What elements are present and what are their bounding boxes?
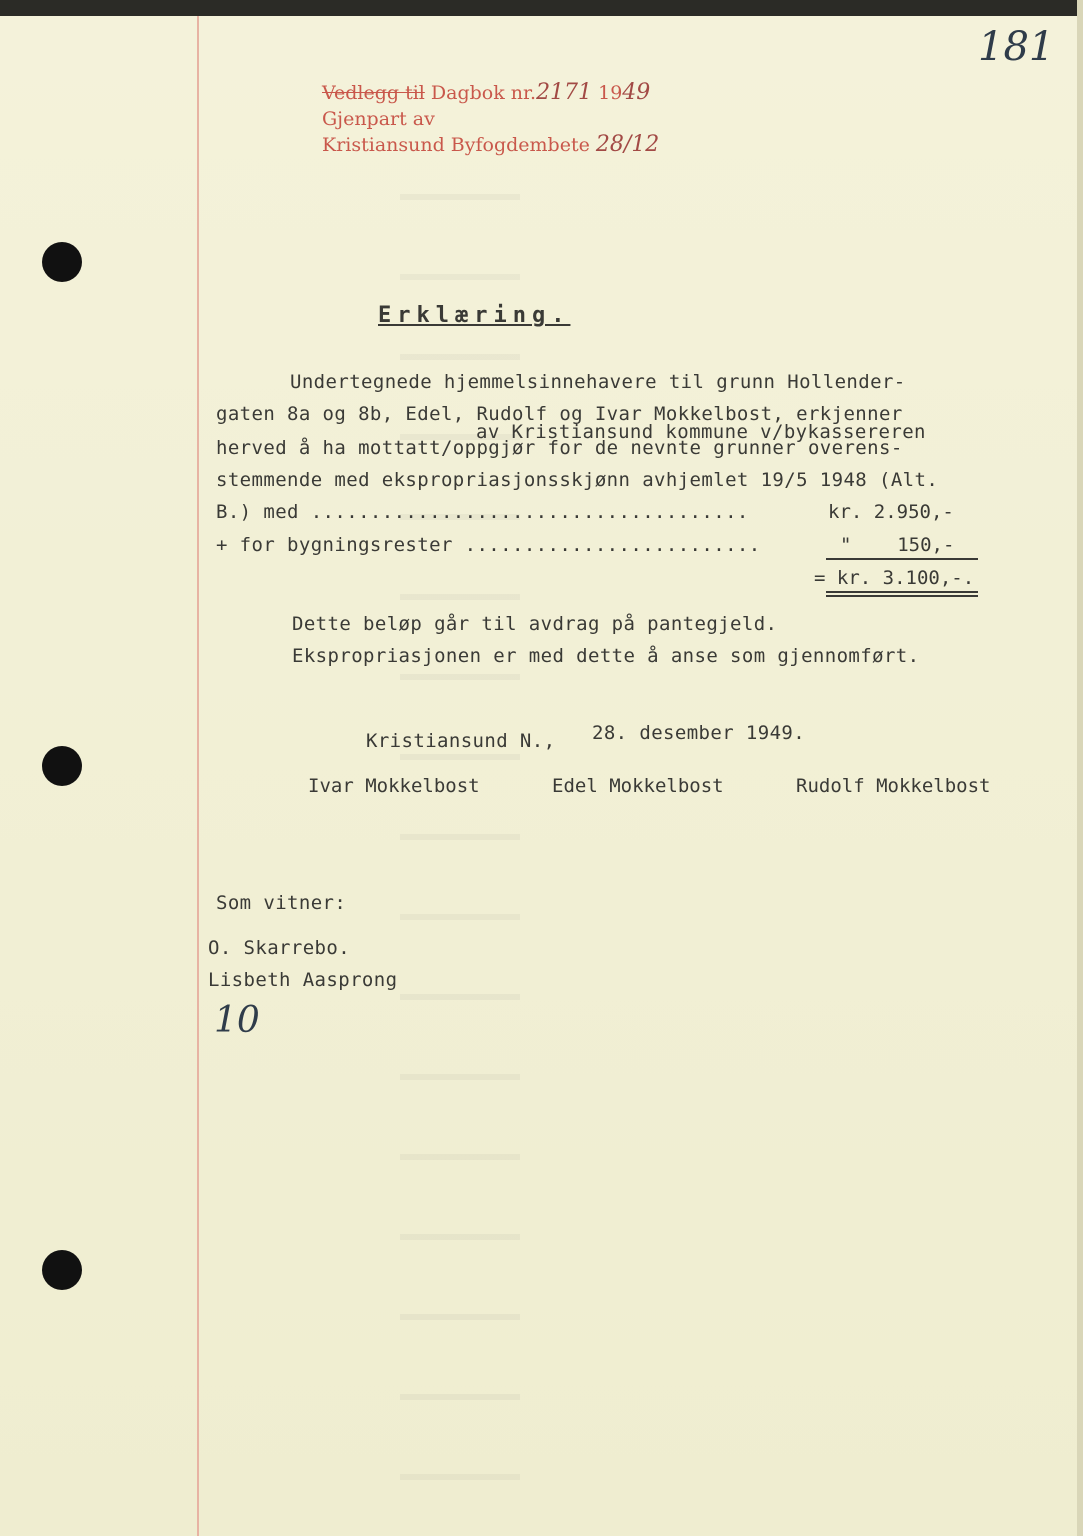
stamp-dagbok-number: 2171 bbox=[536, 80, 593, 105]
body-line-4: stemmende med ekspropriasjonsskjønn avhjemlet 19/5 1948 (Alt. bbox=[216, 469, 939, 491]
stamp-struck-label: Vedlegg til bbox=[322, 82, 425, 104]
amount-expropriation: kr. 2.950,- bbox=[828, 501, 954, 523]
total-underline-1 bbox=[826, 591, 978, 593]
scan-top-edge bbox=[0, 0, 1083, 16]
body-para2-line-2: Ekspropriasjonen er med dette å anse som gjennomført. bbox=[292, 645, 920, 667]
body-line-1: Undertegnede hjemmelsinnehavere til grunn Hollender- bbox=[290, 371, 906, 393]
amount-building-remains: " 150,- bbox=[840, 534, 955, 556]
body-line-6: + for bygningsrester ......................... bbox=[216, 534, 761, 556]
signature-rudolf: Rudolf Mokkelbost bbox=[796, 775, 991, 797]
stamp-dagbok-label: Dagbok nr. bbox=[430, 82, 537, 104]
body-line-3: herved å ha mottatt/oppgjør for de nevnte grunner overens- bbox=[216, 437, 903, 459]
place: Kristiansund N., bbox=[366, 730, 556, 752]
total-underline-2 bbox=[826, 595, 978, 597]
amount-total: = kr. 3.100,-. bbox=[814, 567, 975, 589]
body-line-5: B.) med ..................................... bbox=[216, 501, 749, 523]
witness-2: Lisbeth Aasprong bbox=[208, 969, 398, 991]
handwritten-page-number: 181 bbox=[978, 24, 1055, 70]
sum-underline bbox=[826, 558, 978, 560]
date: 28. desember 1949. bbox=[592, 722, 806, 744]
punch-hole-bottom bbox=[42, 1250, 82, 1290]
punch-hole-middle bbox=[42, 746, 82, 786]
margin-rule bbox=[197, 16, 199, 1536]
handwritten-mark: 10 bbox=[214, 1000, 260, 1041]
scan-right-edge bbox=[1077, 0, 1083, 1536]
body-insert-line: av Kristiansund kommune v/bykassereren bbox=[476, 421, 926, 443]
body-para2-line-1: Dette beløp går til avdrag på pantegjeld. bbox=[292, 613, 778, 635]
stamp-line-2: Gjenpart av bbox=[322, 108, 435, 130]
registry-stamp bbox=[322, 80, 659, 158]
stamp-year-hw: 49 bbox=[622, 80, 651, 105]
signature-ivar: Ivar Mokkelbost bbox=[308, 775, 480, 797]
body-line-2: gaten 8a og 8b, Edel, Rudolf og Ivar Mokkelbost, erkjenner bbox=[216, 403, 903, 425]
stamp-year-prefix: 19 bbox=[598, 82, 623, 104]
stamp-office: Kristiansund Byfogdembete bbox=[322, 134, 590, 156]
punch-hole-top bbox=[42, 242, 82, 282]
witness-label: Som vitner: bbox=[216, 892, 347, 914]
document-title: Erklæring. bbox=[378, 303, 571, 328]
stamp-date-hw: 28/12 bbox=[595, 132, 660, 157]
signature-edel: Edel Mokkelbost bbox=[552, 775, 724, 797]
witness-1: O. Skarrebo. bbox=[208, 937, 351, 959]
